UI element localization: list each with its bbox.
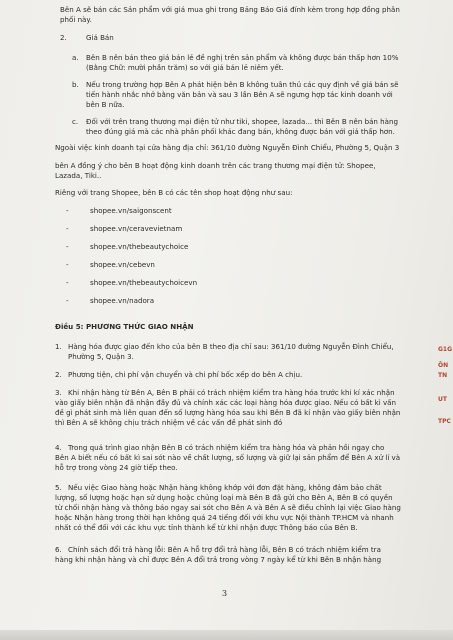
item-a-line-2: (Bằng Chữ: mười phần trăm) so với giá bán lẻ niêm yết. — [86, 63, 284, 72]
location-line-3: Lazada, Tiki.. — [55, 171, 102, 180]
a5-item2-line-1: Phương tiện, chi phí vận chuyển và chi phí bốc xếp do bên A chịu. — [68, 370, 303, 379]
stamp-fragment: TN — [438, 372, 448, 379]
a5-item4-line-2: Bên A biết nếu có bất kì sai sót nào về chất lượng, số lượng và giữ lại sản phẩm để Bên A xử lí và — [55, 453, 401, 462]
shop-item: shopee.vn/thebeautychoicevn — [90, 278, 198, 287]
shop-item: shopee.vn/nadora — [90, 296, 155, 305]
a5-item4-num: 4. — [55, 443, 62, 452]
a5-item1-line-2: Phường 5, Quận 3. — [68, 352, 134, 361]
item-c-line-2: theo đúng giá mà các nhà phân phối khác đang bán, không được bán với giá thấp hơn. — [86, 127, 395, 136]
shop-item: shopee.vn/thebeautychoice — [90, 242, 189, 251]
item-a-line-1: Bên B nên bán theo giá bán lẻ đề nghị trên sản phẩm và không được bán thấp hơn 10% — [86, 53, 399, 62]
item-a-marker: a. — [72, 53, 79, 62]
stamp-fragment: TPC — [438, 418, 451, 425]
a5-item3-num: 3. — [55, 388, 62, 397]
stamp-fragment: UT — [438, 396, 447, 403]
page-number: 3 — [222, 589, 228, 598]
a5-item5-line-3: từ chối nhận hàng và thông báo ngay sai sót cho Bên A và Bên A sẽ điều chỉnh lại việc Giao hàng — [55, 503, 401, 512]
a5-item6-line-1: Chính sách đổi trả hàng lỗi: Bên A hỗ trợ đổi trả hàng lỗi, Bên B có trách nhiệm kiểm tra — [68, 545, 381, 554]
bullet-dash: - — [66, 242, 69, 251]
a5-item5-line-4: hoặc Nhận hàng trong thời hạn không quá 24 tiếng đối với khu vực Nội thành TP.HCM và nhanh — [55, 513, 394, 522]
a5-item3-line-1: Khi nhận hàng từ Bên A, Bên B phải có trách nhiệm kiểm tra hàng hóa trước khi kí xác nhận — [68, 388, 395, 397]
item-b-line-3: bên B nữa. — [86, 100, 125, 109]
a5-item3-line-2: vào giấy biên nhận đã nhận đầy đủ và chính xác các loại hàng hóa được giao. Nếu có bất kì vấn — [55, 398, 396, 407]
stamp-fragment: ÔN — [438, 362, 449, 369]
a5-item5-num: 5. — [55, 483, 62, 492]
a5-item3-line-3: đề gì phát sinh mà liên quan đến số lượng hàng hóa sau khi Bên B đã kí nhận vào giấy biên nhận — [55, 408, 401, 417]
location-line-1: Ngoài việc kinh doanh tại cửa hàng địa chỉ: 361/10 đường Nguyễn Đình Chiểu, Phường 5, Quận 3 — [55, 143, 400, 152]
shop-item: shopee.vn/ceravevietnam — [90, 224, 183, 233]
a5-item6-line-2: hàng khi nhận hàng và chỉ được Bên A đổi trả trong vòng 7 ngày kể từ khi Bên B nhận hàng — [55, 555, 382, 564]
a5-item1-num: 1. — [55, 342, 62, 351]
a5-item4-line-3: hỗ trợ trong vòng 24 giờ tiếp theo. — [55, 463, 178, 472]
bullet-dash: - — [66, 206, 69, 215]
item-c-line-1: Đối với trên trang thương mại điện tử như tiki, shopee, lazada... thì Bên B nên bán hàng — [86, 117, 399, 126]
bullet-dash: - — [66, 260, 69, 269]
a5-item2-num: 2. — [55, 370, 62, 379]
stamp-fragment: G1G — [438, 346, 453, 353]
a5-item3-line-4: thì Bên A sẽ không chịu trách nhiệm về các vấn đề phát sinh đó — [55, 418, 283, 427]
page-bottom-shadow — [0, 630, 453, 640]
item-b-line-2: tiến hành nhắc nhở bằng văn bản và sau 3 lần Bên A sẽ ngưng hợp tác kinh doanh với — [86, 90, 393, 99]
shop-item: shopee.vn/saigonscent — [90, 206, 172, 215]
item-b-marker: b. — [72, 80, 79, 89]
shop-item: shopee.vn/cebevn — [90, 260, 155, 269]
location-line-2: bên A đồng ý cho bên B hoạt động kinh doanh trên các trang thương mại điện tử: Shopee, — [55, 161, 376, 170]
a5-item6-num: 6. — [55, 545, 62, 554]
intro-line-2: phối này. — [60, 15, 92, 24]
section2-number: 2. — [60, 33, 67, 42]
bullet-dash: - — [66, 278, 69, 287]
a5-item5-line-2: lượng, số lượng hoặc hạn sử dụng hoặc chủng loại mà Bên B đã gửi cho Bên A, Bên B có quyền — [55, 493, 393, 502]
item-b-line-1: Nếu trong trường hợp Bên A phát hiện bên B không tuân thủ các quy định về giá bán sẽ — [86, 80, 399, 89]
a5-item5-line-1: Nếu việc Giao hàng hoặc Nhận hàng không khớp với đơn đặt hàng, không đảm bảo chất — [68, 483, 382, 492]
shopee-intro: Riêng với trang Shopee, bên B có các tên shop hoạt động như sau: — [55, 188, 293, 197]
section2-title: Giá Bán — [86, 33, 114, 42]
intro-line-1: Bên A sẽ bán các Sản phẩm với giá mua ghi trong Bảng Báo Giá đính kèm trong hợp đồng phân — [60, 5, 400, 14]
a5-item1-line-1: Hàng hóa được giao đến kho của bên B theo địa chỉ sau: 361/10 đường Nguyễn Đình Chiểu, — [68, 342, 394, 351]
bullet-dash: - — [66, 296, 69, 305]
bullet-dash: - — [66, 224, 69, 233]
article5-title: Điều 5: PHƯƠNG THỨC GIAO NHẬN — [55, 322, 194, 331]
a5-item4-line-1: Trong quá trình giao nhận Bên B có trách nhiệm kiểm tra hàng hóa và phản hồi ngay cho — [68, 443, 385, 452]
a5-item5-line-5: nhất có thể đối với các khu vực tỉnh thành kể từ khi nhận được Thông báo của Bên B. — [55, 523, 358, 532]
item-c-marker: c. — [72, 117, 79, 126]
